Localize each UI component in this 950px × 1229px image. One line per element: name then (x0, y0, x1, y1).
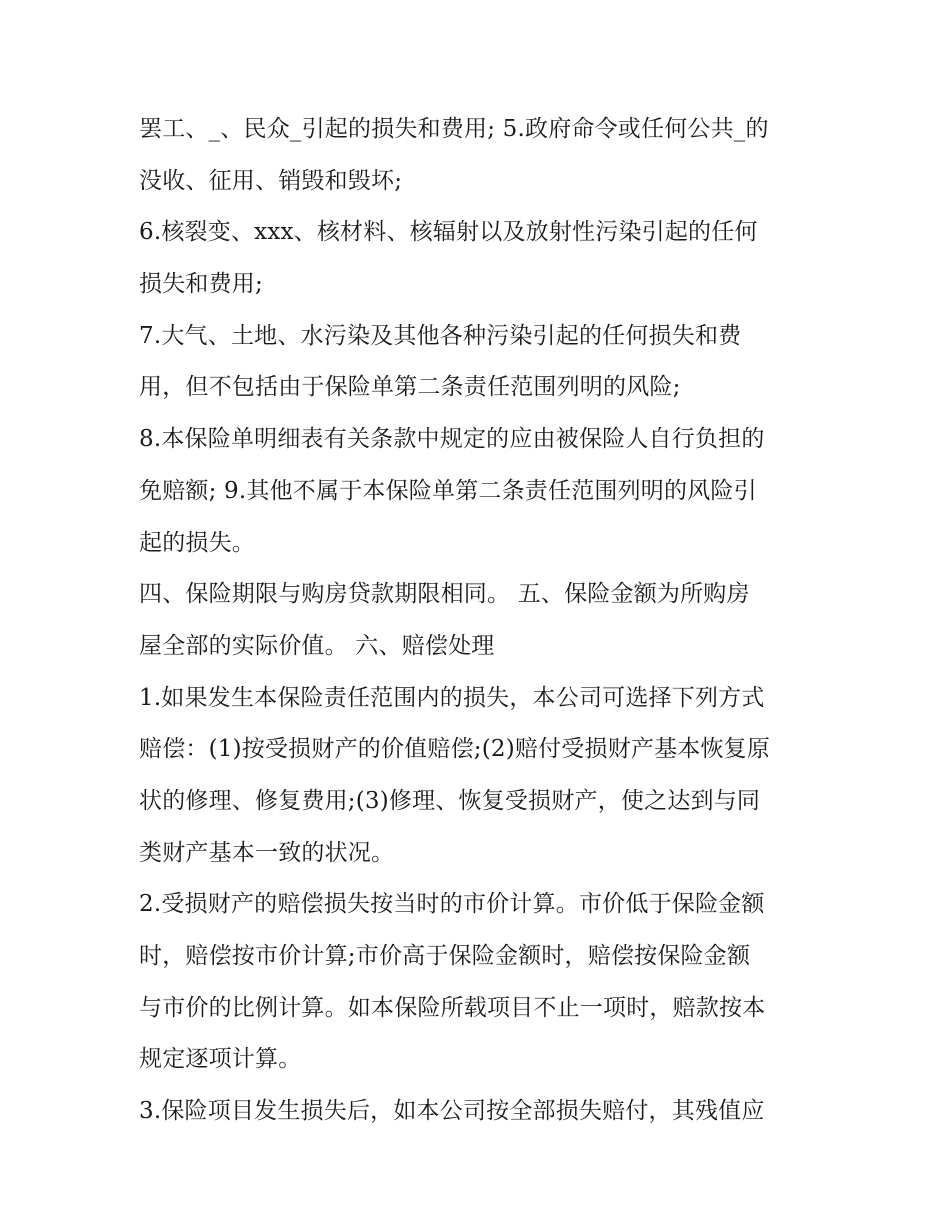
text-line: 损失和费用; (139, 271, 263, 298)
text-line: 2.受损财产的赔偿损失按当时的市价计算。市价低于保险金额 (139, 891, 765, 918)
text-line: 状的修理、修复费用;(3)修理、恢复受损财产，使之达到与同 (139, 787, 761, 814)
text-line: 起的损失。 (139, 529, 255, 556)
text-line: 7.大气、土地、水污染及其他各种污染引起的任何损失和费 (139, 322, 742, 349)
text-line: 3.保险项目发生损失后，如本公司按全部损失赔付，其残值应 (139, 1098, 765, 1125)
text-line: 1.如果发生本保险责任范围内的损失，本公司可选择下列方式 (139, 684, 765, 711)
document-body (139, 104, 819, 1138)
text-line: 类财产基本一致的状况。 (139, 839, 395, 866)
text-line: 时，赔偿按市价计算;市价高于保险金额时，赔偿按保险金额 (139, 943, 751, 969)
text-line: 四、保险期限与购房贷款期限相同。 五、保险金额为所购房 (139, 581, 750, 608)
text-line: 屋全部的实际价值。 六、赔偿处理 (139, 632, 495, 659)
text-line: 没收、征用、销毁和毁坏; (139, 167, 403, 194)
text-line: 罢工、_、民众_引起的损失和费用; 5.政府命令或任何公共_的 (139, 116, 769, 142)
text-line: 6.核裂变、xxx、核材料、核辐射以及放射性污染引起的任何 (139, 219, 758, 246)
text-line: 用，但不包括由于保险单第二条责任范围列明的风险; (139, 374, 681, 401)
text-line: 与市价的比例计算。如本保险所载项目不止一项时，赔款按本 (139, 994, 766, 1021)
text-line: 规定逐项计算。 (139, 1046, 302, 1073)
text-line: 8.本保险单明细表有关条款中规定的应由被保险人自行负担的 (139, 426, 765, 453)
text-line: 免赔额; 9.其他不属于本保险单第二条责任范围列明的风险引 (139, 477, 757, 504)
text-line: 赔偿：(1)按受损财产的价值赔偿;(2)赔付受损财产基本恢复原 (139, 736, 771, 763)
